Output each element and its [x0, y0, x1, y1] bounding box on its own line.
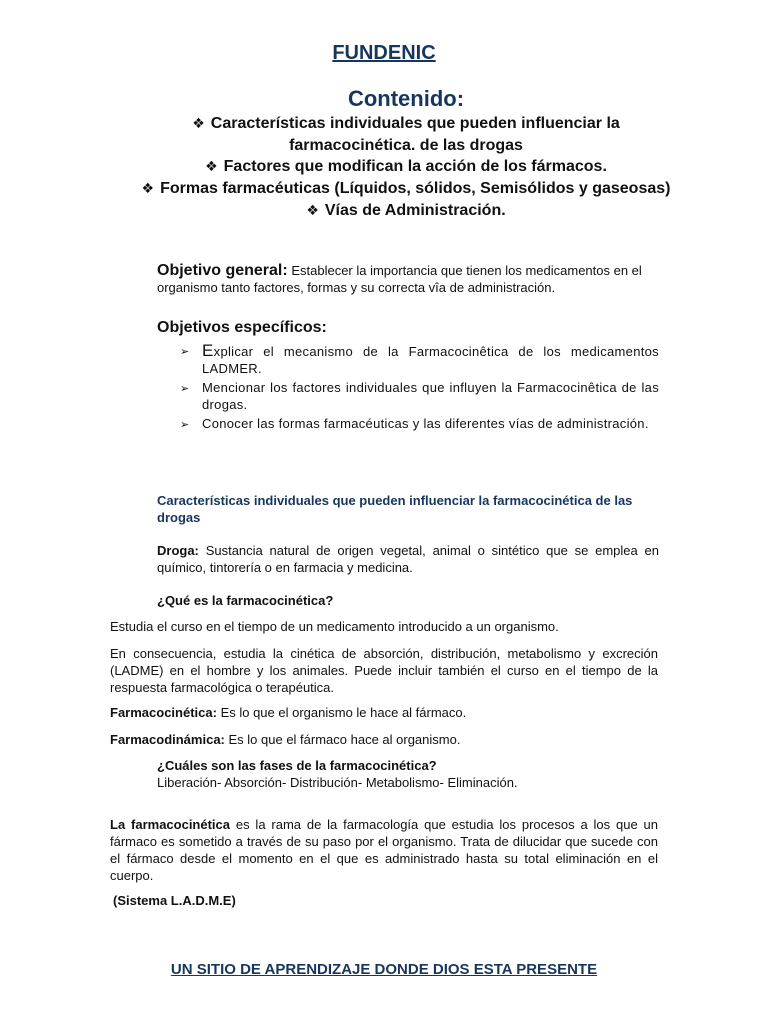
droga-definition: Droga: Sustancia natural de origen vegetal, animal o sintético que se emplea en químico, tintorería o en farmacia y medicina. [157, 543, 659, 575]
contents-list [130, 113, 682, 222]
general-objective-text: Establecer la importancia que tienen los medicamentos en el organismo tanto factores, formas y su correcta vîa de administración. [157, 263, 642, 295]
page-title: FUNDENIC [332, 42, 436, 64]
diamond-bullet-icon: ❖ [205, 159, 218, 175]
contents-item: ❖ Formas farmacéuticas (Líquidos, sólidos, Semisólidos y gaseosas) [141, 180, 671, 197]
list-item: ➢ Explicar el mecanismo de la Farmacocinêtica de los medicamentos LADMER. [180, 341, 659, 376]
general-objective-label: Objetivo general: [157, 262, 288, 279]
diamond-bullet-icon: ❖ [141, 181, 155, 197]
diamond-bullet-icon: ❖ [306, 203, 319, 219]
specific-objectives-heading: Objetivos específicos: [157, 319, 327, 336]
question-heading: ¿Cuáles son las fases de la farmacocinética? [157, 758, 437, 773]
arrow-bullet-icon: ➢ [180, 382, 190, 395]
farmacocinetica-definition: Farmacocinética: Es lo que el organismo le hace al fármaco. [110, 705, 467, 720]
phases-block [157, 757, 518, 791]
arrow-bullet-icon: ➢ [180, 418, 190, 431]
question-heading: ¿Qué es la farmacocinética? [157, 593, 334, 608]
paragraph: En consecuencia, estudia la cinética de absorción, distribución, metabolismo y excreción (LADME) en el hombre y los animales. Puede incluir también el curso en el tiempo de la respuesta farmacológica o terapéutica. [110, 646, 658, 695]
section-heading: Características individuales que pueden influenciar la farmacocinética de las drogas [157, 493, 633, 525]
specific-objectives-list [180, 342, 659, 435]
farmacodinamica-definition: Farmacodinámica: Es lo que el fármaco hace al organismo. [110, 732, 461, 747]
paragraph: Estudia el curso en el tiempo de un medicamento introducido a un organismo. [110, 619, 559, 634]
footer-slogan: UN SITIO DE APRENDIZAJE DONDE DIOS ESTA PRESENTE [170, 961, 598, 978]
arrow-bullet-icon: ➢ [180, 345, 190, 358]
phases-text: Liberación- Absorción- Distribución- Metabolismo- Eliminación. [157, 775, 518, 790]
general-objective [157, 262, 659, 296]
contents-item: ❖ Factores que modifican la acción de los fármacos. [205, 158, 607, 175]
contents-heading: Contenido: [347, 86, 465, 111]
contents-item: ❖ Vías de Administración. [306, 202, 506, 219]
diamond-bullet-icon: ❖ [192, 116, 205, 132]
contents-item: ❖ Características individuales que pueden influenciar la farmacocinética. de las drogas [192, 115, 620, 154]
system-label: (Sistema L.A.D.M.E) [113, 893, 236, 908]
list-item: ➢ Mencionar los factores individuales que influyen la Farmacocinêtica de las drogas. [180, 380, 659, 412]
list-item: ➢ Conocer las formas farmacéuticas y las diferentes vías de administración. [180, 416, 649, 431]
paragraph: La farmacocinética es la rama de la farmacología que estudia los procesos a los que un fármaco es sometido a través de su paso por el organismo. Trata de dilucidar que sucede con el fármaco desde el momento en el que es administrado hasta su total eliminación en el cuerpo. [110, 817, 658, 883]
